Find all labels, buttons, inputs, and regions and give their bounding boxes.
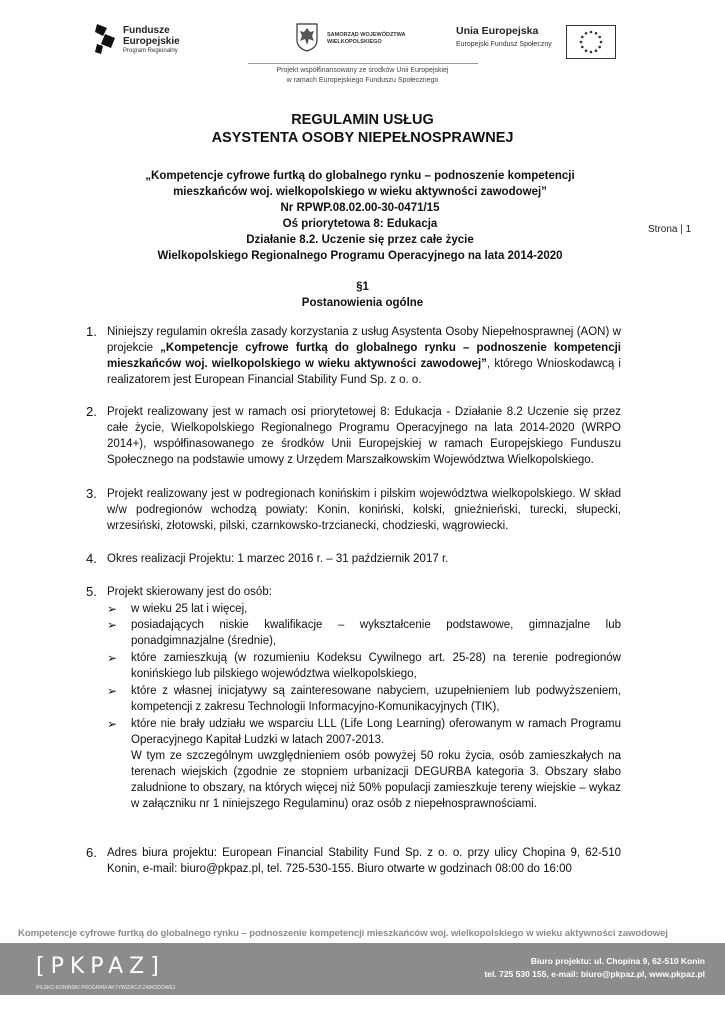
wielkopolska-logo [295, 22, 425, 56]
item-number: 2. [86, 404, 97, 419]
bullet-item: ➢ które zamieszkują (w rozumieniu Kodeksu Cywilnego art. 25-28) na terenie podregionów konińskiego lub pilskiego województwa wielkopolskiego, [107, 651, 621, 680]
fe-logo-line1: Fundusze [123, 25, 170, 36]
pkpaz-logo: [PKPAZ] [36, 954, 165, 979]
item-number: 4. [86, 551, 97, 566]
section-number: §1 [356, 281, 369, 293]
bullet-item: ➢ które z własnej inicjatywy są zainteresowane nabyciem, uzupełnieniem lub podwyższeniem, kompetencji z zakresu Technologii Informacyjno-Komunikacyjnych (TIK), [107, 684, 621, 713]
wlkp-logo-line1: SAMORZĄD WOJEWÓDZTWA [327, 32, 406, 38]
fundusze-europejskie-logo [95, 22, 205, 58]
eagle-crest-icon [295, 22, 319, 52]
programme-name: Wielkopolskiego Regionalnego Programu Operacyjnego na lata 2014-2020 [157, 250, 563, 262]
eu-flag-icon [566, 25, 616, 59]
pkpaz-logo-subtitle: PILSKO-KONIŃSKI PROGRAM AKTYWIZACJI ZAWODOWEJ [36, 985, 176, 991]
project-title-line1: „Kompetencje cyfrowe furtką do globalnego rynku – podnoszenie kompetencji [145, 170, 575, 182]
list-item: Projekt realizowany jest w ramach osi priorytetowej 8: Edukacja - Działanie 8.2 Uczenie się przez całe życie, Wielkopolskiego Regionalnego Programu Operacyjnego na lata 2014-2020 (WRPO 2014+), współfinasowanego ze środków Unii Europejskiej w ramach Europejskiego Funduszu Społecznego na podstawie umowy z Urzędem Marszałkowskim Województwa Wielkopolskiego. [107, 406, 621, 466]
list-item: Projekt skierowany jest do osób: [107, 586, 272, 598]
document-title-line1: REGULAMIN USŁUG [291, 112, 434, 128]
ue-logo-subtitle: Europejski Fundusz Społeczny [456, 41, 552, 48]
project-number: Nr RPWP.08.02.00-30-0471/15 [280, 202, 440, 214]
list-item: Adres biura projektu: European Financial Stability Fund Sp. z o. o. przy ulicy Chopina 9, 62-510 Konin, e-mail: biuro@pkpaz.pl, tel. 725-530-155. Biuro otwarte w godzinach 08:00 do 16:00 [107, 847, 621, 875]
footer-contact [484, 955, 705, 981]
unia-europejska-logo [456, 25, 616, 57]
ue-logo-title: Unia Europejska [456, 25, 539, 37]
footer-slogan: Kompetencje cyfrowe furtką do globalnego rynku – podnoszenie kompetencji mieszkańców woj. wielkopolskiego w wieku aktywności zawodowej [18, 928, 668, 939]
cofinancing-note [200, 66, 525, 86]
arrow-bullet-icon: ➢ [107, 602, 118, 616]
item-number: 3. [86, 486, 97, 501]
bullet-item: ➢ w wieku 25 lat i więcej, [107, 602, 248, 616]
priority-axis: Oś priorytetowa 8: Edukacja [282, 218, 438, 230]
bullet-item: ➢ posiadających niskie kwalifikacje – wykształcenie podstawowe, gimnazjalne lub ponadgimnazjalne (średnie), [107, 618, 621, 647]
fe-logo-line2: Europejskie [123, 36, 180, 47]
measure: Działanie 8.2. Uczenie się przez całe życie [246, 234, 474, 246]
arrow-bullet-icon: ➢ [107, 717, 118, 731]
footer-phone-email: tel. 725 530 155, e-mail: biuro@pkpaz.pl, www.pkpaz.pl [484, 969, 705, 979]
arrow-bullet-icon: ➢ [107, 651, 118, 665]
bullet-item: ➢ które nie brały udziału we wsparciu LLL (Life Long Learning) oferowanym w ramach Programu Operacyjnego Kapitał Ludzki w latach 2007-2013. [107, 717, 621, 746]
item-number: 1. [86, 324, 97, 339]
wlkp-logo-line2: WIELKOPOLSKIEGO [327, 39, 382, 45]
target-group-note: W tym ze szczególnym uwzględnieniem osób powyżej 50 roku życia, osób zamieszkałych na terenach wiejskich (zgodnie ze stopniem urbanizacji DEGURBA kategoria 3. Obszary słabo zaludnione to obszary, na których więcej niż 50% populacji zamieszkuje tereny wiejskie – wykaz w załączniku nr 1 niniejszego Regulaminu) oraz osób z niepełnosprawnościami. [131, 750, 621, 810]
arrow-bullet-icon: ➢ [107, 684, 118, 698]
cofinancing-line1: Projekt współfinansowany ze środków Unii Europejskiej [276, 67, 449, 74]
fe-logo-line3: Program Regionalny [123, 48, 178, 54]
header-divider [248, 63, 478, 64]
item-number: 6. [86, 845, 97, 860]
footer-address: Biuro projektu: ul. Chopina 9, 62-510 Konin [530, 956, 705, 966]
page-number: Strona | 1 [648, 224, 692, 235]
section-title: Postanowienia ogólne [301, 297, 424, 309]
list-item: Projekt realizowany jest w podregionach konińskim i pilskim województwa wielkopolskiego. W skład w/w podregionów wchodzą powiaty: Konin, koniński, kolski, gnieźnieński, turecki, słupecki, wrzesiński, złotowski, pilski, czarnkowsko-trzcianecki, chodzieski, wągrowiecki. [107, 488, 621, 532]
list-item: Niniejszy regulamin określa zasady korzystania z usług Asystenta Osoby Niepełnosprawnej (AON) w projekcie „Kompetencje cyfrowe furtką do globalnego rynku – podnoszenie kompetencji mieszkańców woj. wielkopolskiego w wieku aktywności zawodowej”, którego Wnioskodawcą i realizatorem jest European Financial Stability Fund Sp. z o. o. [107, 326, 621, 386]
list-item: Okres realizacji Projektu: 1 marzec 2016 r. – 31 październik 2017 r. [107, 553, 449, 565]
item-number: 5. [86, 584, 97, 599]
fundusze-europejskie-mark-icon [95, 22, 117, 56]
project-title-line2: mieszkańców woj. wielkopolskiego w wieku aktywności zawodowej” [173, 186, 547, 198]
arrow-bullet-icon: ➢ [107, 618, 118, 632]
document-title-line2: ASYSTENTA OSOBY NIEPEŁNOSPRAWNEJ [211, 130, 514, 146]
cofinancing-line2: w ramach Europejskiego Funduszu Społecznego [286, 77, 439, 84]
